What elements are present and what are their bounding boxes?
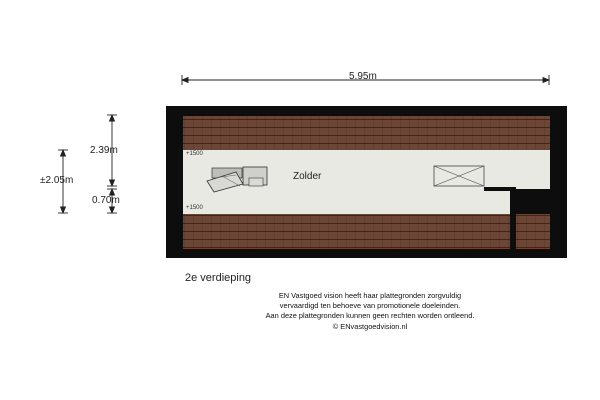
roof-tiles-corner	[516, 214, 550, 249]
roof-tiles-upper	[183, 116, 550, 150]
disclaimer-line: EN Vastgoed vision heeft haar plattegronden zorgvuldig	[278, 291, 462, 300]
disclaimer-line: Aan deze plattegronden kunnen geen rechten worden ontleend.	[265, 311, 475, 321]
disclaimer-line: vervaardigd ten behoeve van promotionele doeleinden.	[279, 301, 461, 311]
disclaimer	[200, 291, 540, 332]
roof-tiles-lower	[183, 214, 510, 249]
level-mark-lower: +1500	[186, 205, 203, 211]
attic-floor-left-extension	[183, 189, 510, 214]
room-name: Zolder	[293, 171, 322, 182]
height-total-label: ±2.05m	[40, 175, 74, 186]
inner-wall-top	[484, 187, 516, 191]
level-mark-upper: +1500	[186, 151, 203, 157]
floor-name: 2e verdieping	[185, 272, 252, 284]
inner-wall-stub	[510, 189, 516, 249]
height-upper-label: 2.39m	[90, 145, 118, 156]
height-lower-label: 0.70m	[92, 195, 120, 206]
inner-wall-corner	[510, 209, 550, 214]
width-dimension-label: 5.95m	[349, 71, 377, 82]
disclaimer-copyright: © ENvastgoedvision.nl	[332, 321, 408, 331]
